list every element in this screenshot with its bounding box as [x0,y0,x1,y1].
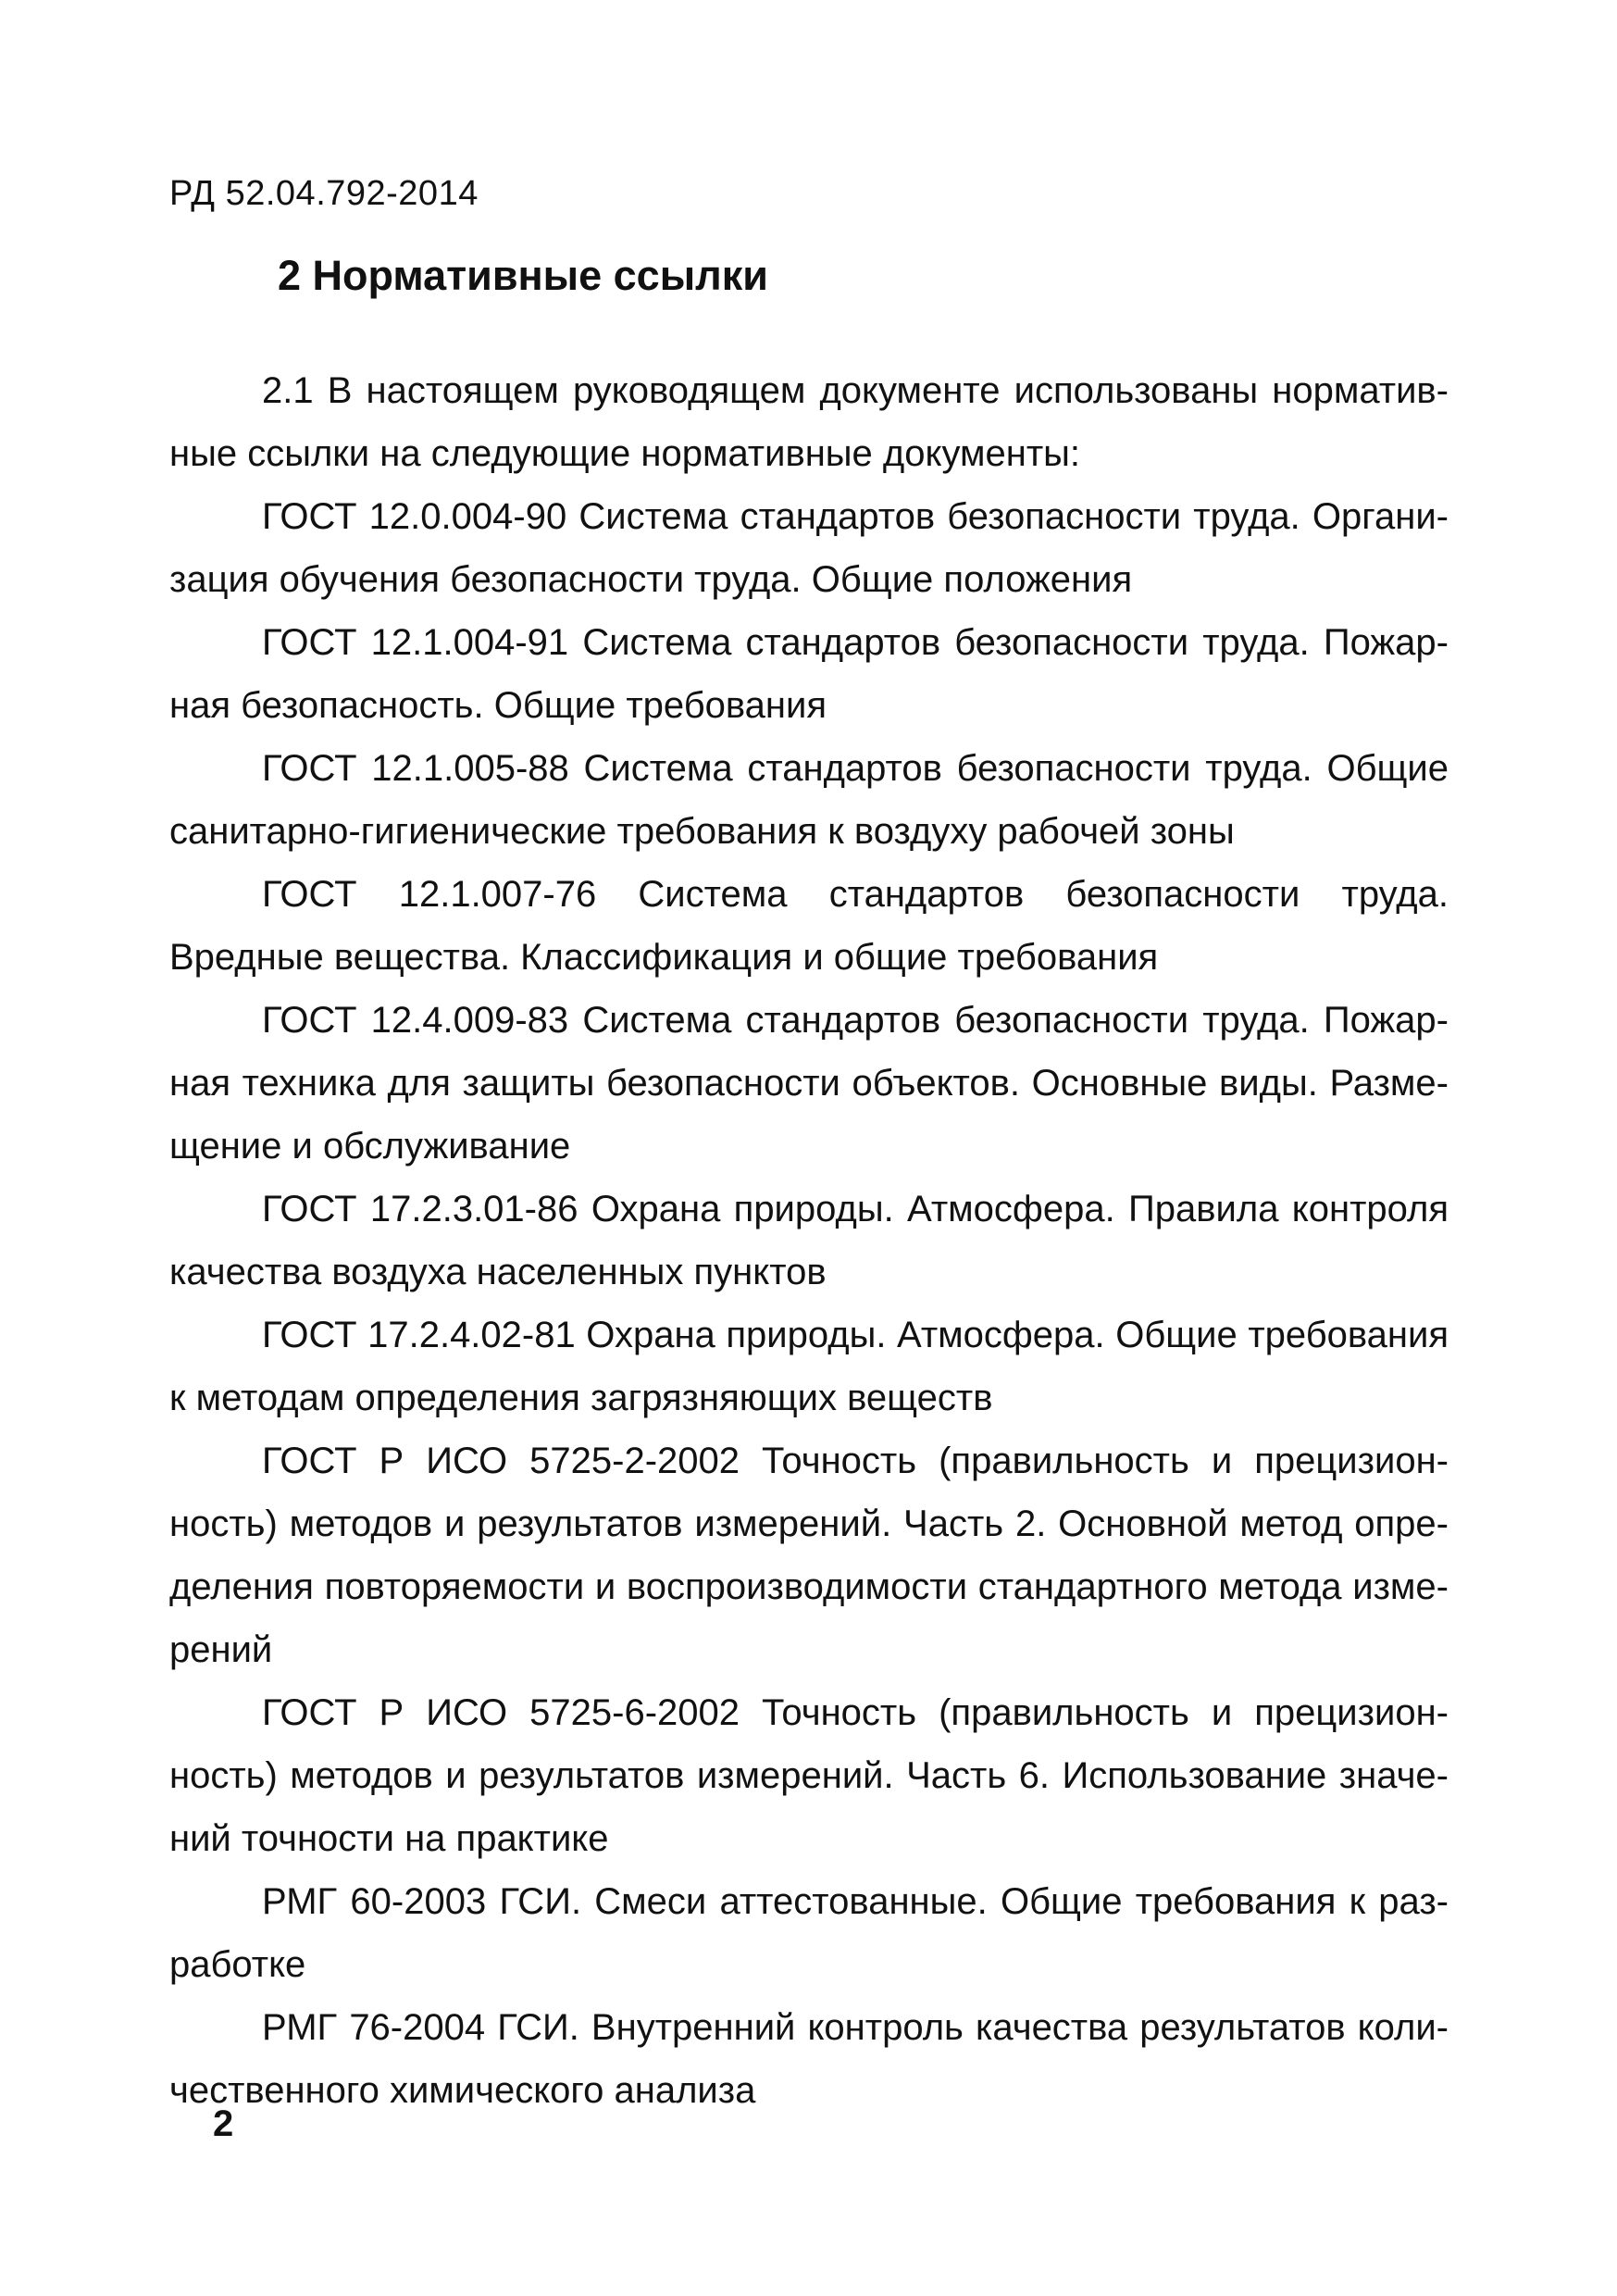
section-body [169,359,1449,2122]
reference-item: ГОСТ 12.4.009-83 Система стандартов безопасности труда. Пожарная техника для защиты безопасности объектов. Основные виды. Размещение и обслуживание [169,1000,1449,1167]
reference-item: ГОСТ 12.1.007-76 Система стандартов безопасности труда. Вредные вещества. Классификация и общие требования [169,874,1449,978]
section-title: 2 Нормативные ссылки [278,252,768,299]
intro-paragraph: 2.1 В настоящем руководящем документе использованы нормативные ссылки на следующие нормативные документы: [169,370,1449,474]
reference-item: ГОСТ Р ИСО 5725-6-2002 Точность (правильность и прецизионность) методов и результатов измерений. Часть 6. Использование значений точности на практике [169,1692,1449,1859]
reference-item: РМГ 60-2003 ГСИ. Смеси аттестованные. Общие требования к разработке [169,1881,1449,1985]
reference-item: ГОСТ 17.2.3.01-86 Охрана природы. Атмосфера. Правила контроля качества воздуха населенных пунктов [169,1189,1449,1292]
reference-item: ГОСТ 12.1.005-88 Система стандартов безопасности труда. Общие санитарно-гигиенические требования к воздуху рабочей зоны [169,748,1449,852]
reference-item: РМГ 76-2004 ГСИ. Внутренний контроль качества результатов количественного химического анализа [169,2007,1449,2111]
reference-item: ГОСТ 12.1.004-91 Система стандартов безопасности труда. Пожарная безопасность. Общие требования [169,622,1449,726]
reference-item: ГОСТ 17.2.4.02-81 Охрана природы. Атмосфера. Общие требования к методам определения загрязняющих веществ [169,1315,1449,1418]
page-number: 2 [213,2103,234,2144]
reference-item: ГОСТ Р ИСО 5725-2-2002 Точность (правильность и прецизионность) методов и результатов измерений. Часть 2. Основной метод определения повторяемости и воспроизводимости стандартного метода измерений [169,1441,1449,1670]
document-code: РД 52.04.792-2014 [169,174,479,213]
reference-item: ГОСТ 12.0.004-90 Система стандартов безопасности труда. Организация обучения безопасности труда. Общие положения [169,496,1449,600]
